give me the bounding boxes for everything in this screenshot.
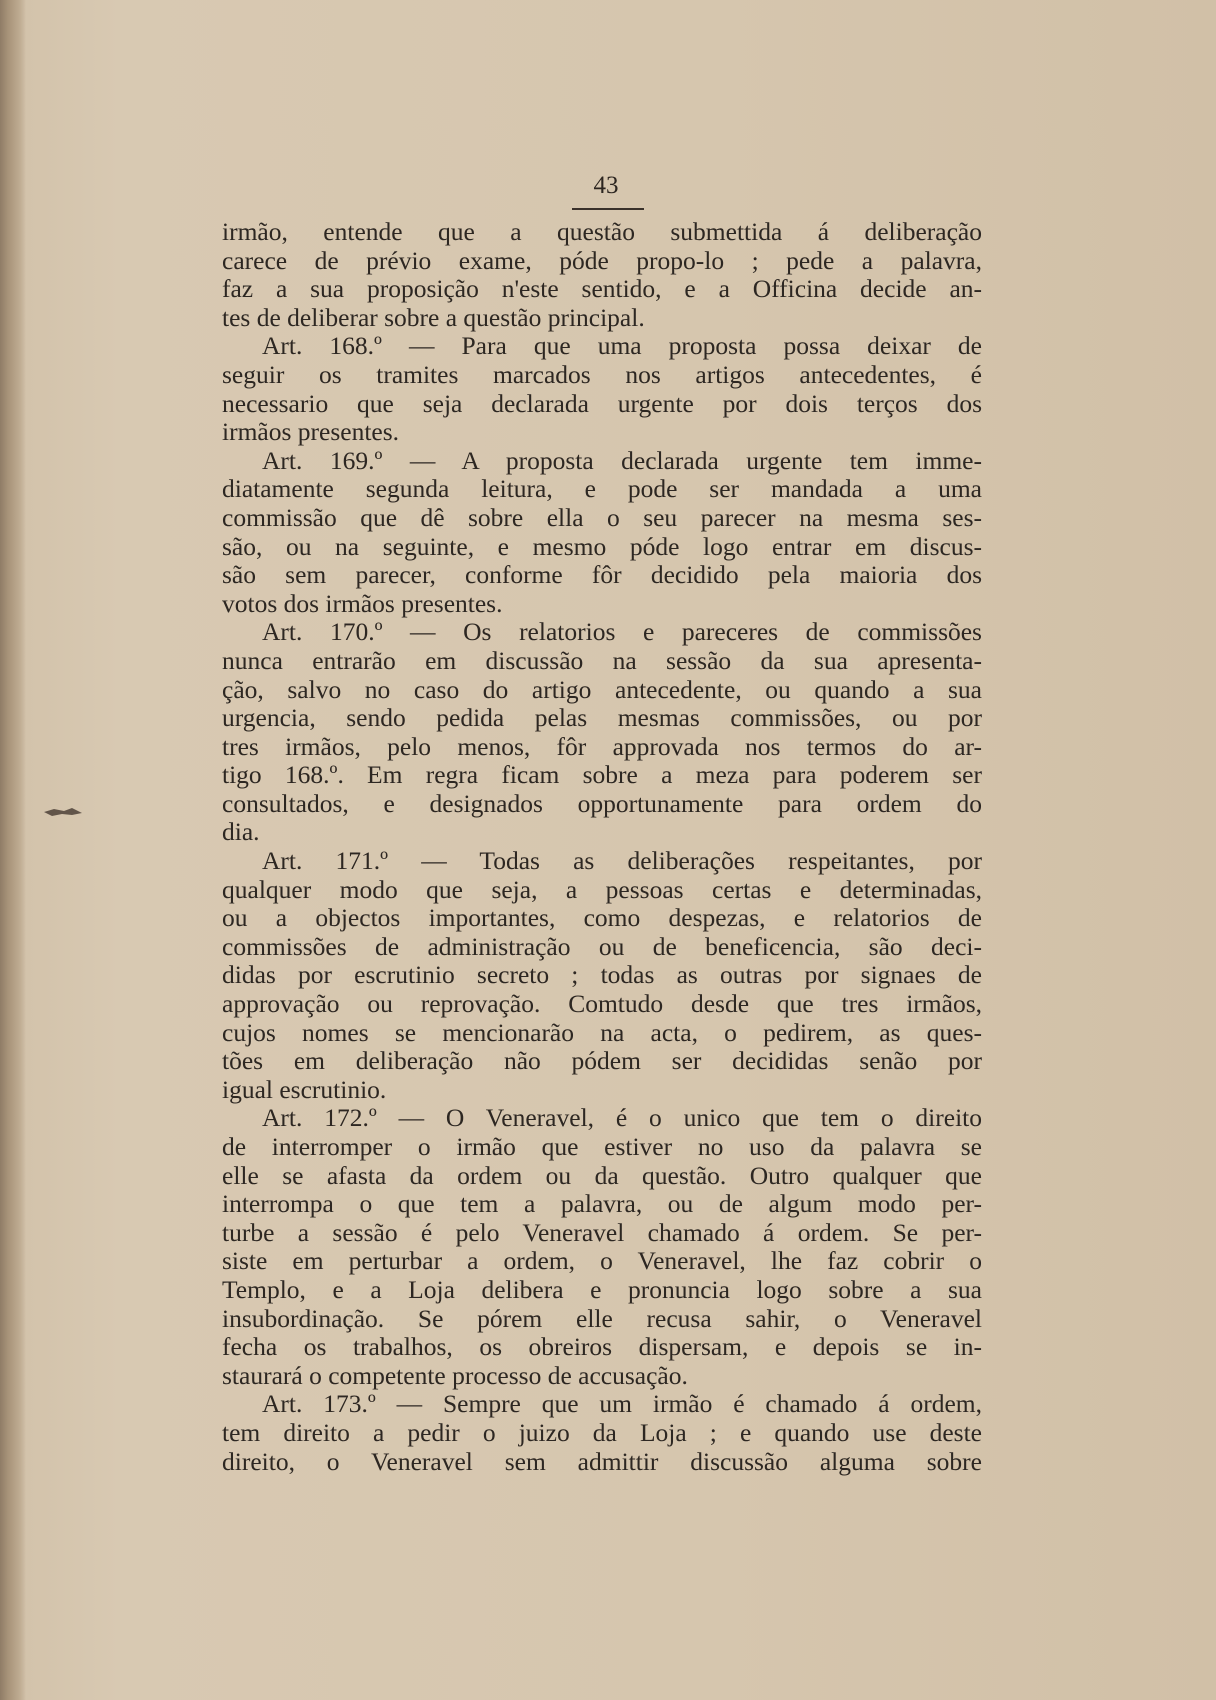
text-line: tem direito a pedir o juizo da Loja ; e quando use deste — [222, 1417, 982, 1447]
text-line: igual escrutinio. — [222, 1074, 387, 1104]
text-line: consultados, e designados opportunamente para ordem do — [222, 788, 982, 818]
page-number: 43 — [593, 172, 619, 199]
text-line: fecha os trabalhos, os obreiros dispersam, e depois se in- — [222, 1332, 982, 1362]
text-line: faz a sua proposição n'este sentido, e a Officina decide an- — [222, 274, 982, 304]
article-171-start: Art. 171.º — Todas as deliberações respeitantes, por — [262, 846, 982, 876]
ink-stain-mark — [42, 806, 86, 818]
text-line: urgencia, sendo pedida pelas mesmas commissões, ou por — [222, 703, 982, 733]
page-number-rule — [572, 208, 644, 210]
text-line: necessario que seja declarada urgente por dois terços dos — [222, 388, 982, 418]
text-line: didas por escrutinio secreto ; todas as outras por signaes de — [222, 960, 982, 990]
text-line: tes de deliberar sobre a questão principal. — [222, 302, 645, 332]
page-binding-edge — [0, 0, 26, 1700]
text-line: Templo, e a Loja delibera e pronuncia logo sobre a sua — [222, 1274, 982, 1304]
text-line: approvação ou reprovação. Comtudo desde que tres irmãos, — [222, 989, 982, 1019]
text-line: interrompa o que tem a palavra, ou de algum modo per- — [222, 1189, 982, 1219]
text-line: irmão, entende que a questão submettida á deliberação — [222, 217, 982, 246]
text-line: ou a objectos importantes, como despezas, e relatorios de — [222, 903, 982, 933]
text-line: seguir os tramites marcados nos artigos antecedentes, é — [222, 359, 982, 389]
text-line: siste em perturbar a ordem, o Veneravel, lhe faz cobrir o — [222, 1246, 982, 1276]
article-169-start: Art. 169.º — A proposta declarada urgente tem imme- — [262, 445, 982, 475]
text-line: dia. — [222, 817, 260, 847]
body-text — [222, 218, 982, 1476]
text-line: votos dos irmãos presentes. — [222, 588, 503, 618]
text-line: elle se afasta da ordem ou da questão. Outro qualquer que — [222, 1160, 982, 1190]
article-173-start: Art. 173.º — Sempre que um irmão é chamado á ordem, — [262, 1389, 982, 1419]
text-line: commissões de administração ou de beneficencia, são deci- — [222, 931, 982, 961]
text-line: nunca entrarão em discussão na sessão da sua apresenta- — [222, 645, 982, 675]
text-line: staurará o competente processo de accusação. — [222, 1360, 688, 1390]
text-line: tigo 168.º. Em regra ficam sobre a meza para poderem ser — [222, 760, 982, 790]
text-line: são, ou na seguinte, e mesmo póde logo entrar em discus- — [222, 531, 982, 561]
text-line: direito, o Veneravel sem admittir discussão alguma sobre — [222, 1446, 982, 1476]
text-line: são sem parecer, conforme fôr decidido pela maioria dos — [222, 560, 982, 590]
text-line: de interromper o irmão que estiver no uso da palavra se — [222, 1132, 982, 1161]
text-line: tões em deliberação não pódem ser decididas senão por — [222, 1046, 982, 1076]
text-line: turbe a sessão é pelo Veneravel chamado á ordem. Se per- — [222, 1217, 982, 1247]
text-line: qualquer modo que seja, a pessoas certas e determinadas, — [222, 874, 982, 904]
text-line: irmãos presentes. — [222, 417, 400, 447]
text-line: commissão que dê sobre ella o seu parecer na mesma ses- — [222, 502, 982, 532]
text-line: insubordinação. Se pórem elle recusa sahir, o Veneravel — [222, 1303, 982, 1333]
text-line: ção, salvo no caso do artigo antecedente, ou quando a sua — [222, 674, 982, 704]
text-line: tres irmãos, pelo menos, fôr approvada nos termos do ar- — [222, 731, 982, 761]
text-line: carece de prévio exame, póde propo-lo ; pede a palavra, — [222, 245, 982, 275]
article-172-start: Art. 172.º — O Veneravel, é o unico que tem o direito — [262, 1103, 982, 1133]
article-168-start: Art. 168.º — Para que uma proposta possa deixar de — [262, 331, 982, 361]
text-line: diatamente segunda leitura, e pode ser mandada a uma — [222, 474, 982, 504]
text-line: cujos nomes se mencionarão na acta, o pedirem, as ques- — [222, 1017, 982, 1047]
article-170-start: Art. 170.º — Os relatorios e pareceres de commissões — [262, 617, 982, 647]
